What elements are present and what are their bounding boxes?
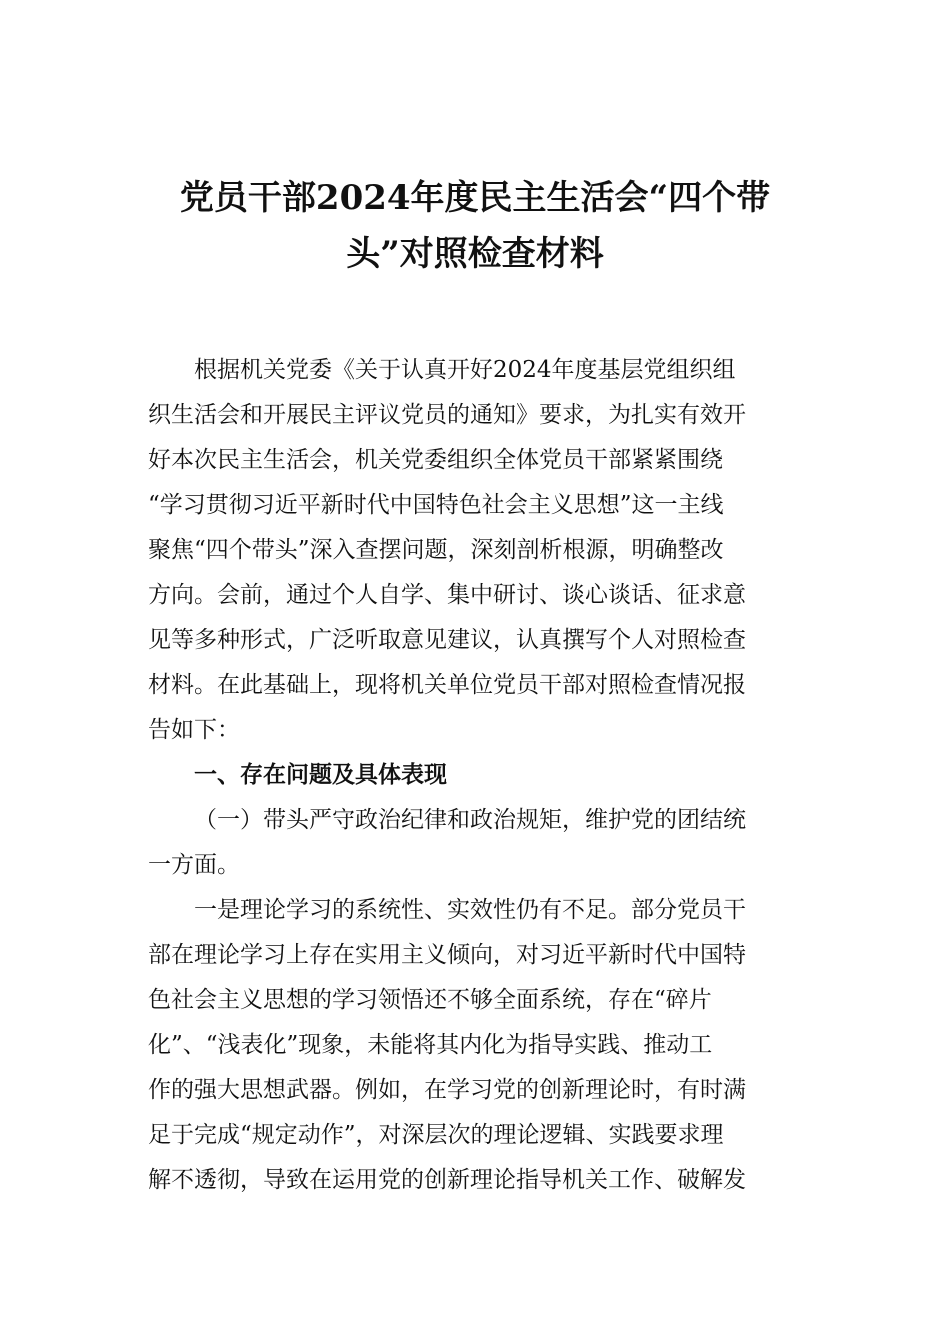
document-title: [150, 170, 800, 282]
text-line: 解不透彻，导致在运用党的创新理论指导机关工作、破解发: [148, 1167, 746, 1193]
text-line: （一）带头严守政治纪律和政治规矩，维护党的团结统: [194, 807, 746, 833]
subsection-heading: [148, 798, 808, 888]
text-line: 一是理论学习的系统性、实效性仍有不足。部分党员干: [194, 897, 746, 923]
text-line: 足于完成“规定动作”，对深层次的理论逻辑、实践要求理: [148, 1122, 724, 1148]
document-body: [148, 348, 808, 1203]
text-line: 色社会主义思想的学习领悟还不够全面系统，存在“碎片: [148, 987, 712, 1013]
text-line: 方向。会前，通过个人自学、集中研讨、谈心谈话、征求意: [148, 582, 746, 608]
text-line: 材料。在此基础上，现将机关单位党员干部对照检查情况报: [148, 672, 746, 698]
text-line: 织生活会和开展民主评议党员的通知》要求，为扎实有效开: [148, 402, 746, 428]
text-line: 好本次民主生活会，机关党委组织全体党员干部紧紧围绕: [148, 447, 723, 473]
text-line: 聚焦“四个带头”深入查摆问题，深刻剖析根源，明确整改: [148, 537, 724, 563]
text-line: 告如下：: [148, 717, 240, 743]
text-line: 根据机关党委《关于认真开好2024年度基层党组织组: [194, 357, 736, 383]
text-line: “学习贯彻习近平新时代中国特色社会主义思想”这一主线: [148, 492, 724, 518]
body-paragraph: [148, 888, 808, 1203]
text-line: 一方面。: [148, 852, 240, 878]
intro-paragraph: [148, 348, 808, 753]
section-heading: 一、存在问题及具体表现: [194, 762, 447, 788]
title-line: 党员干部2024年度民主生活会“四个带: [179, 178, 771, 218]
text-line: 作的强大思想武器。例如，在学习党的创新理论时，有时满: [148, 1077, 746, 1103]
title-line: 头”对照检查材料: [346, 234, 604, 274]
text-line: 见等多种形式，广泛听取意见建议，认真撰写个人对照检查: [148, 627, 746, 653]
text-line: 部在理论学习上存在实用主义倾向，对习近平新时代中国特: [148, 942, 746, 968]
text-line: 化”、“浅表化”现象，未能将其内化为指导实践、推动工: [148, 1032, 713, 1058]
